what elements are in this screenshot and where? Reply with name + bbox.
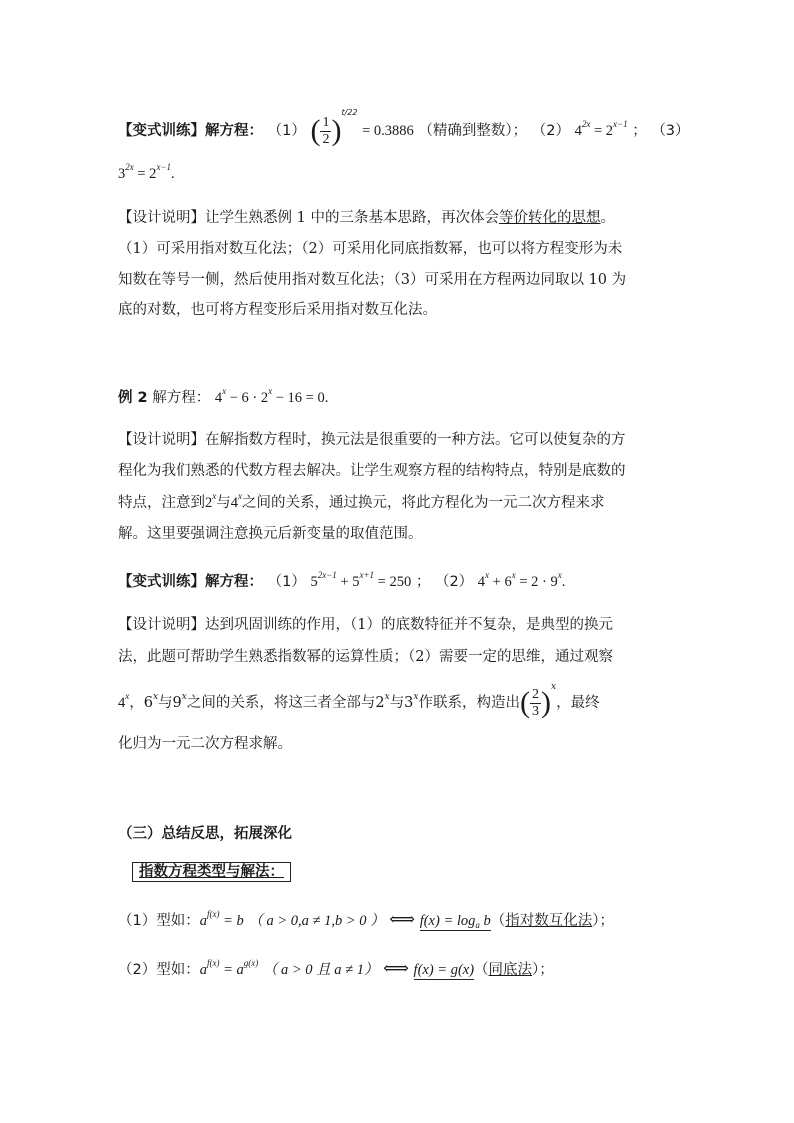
design-note-2-line-3: 特点，注意到2$^x$与4$^x$之间的关系，通过换元，将此方程化为一元二次方程来求 [118, 491, 605, 511]
eq3-line [118, 162, 678, 183]
type-1-lhs: $a^{f(x)} = b$ [199, 909, 244, 929]
item-2-label: （2） [531, 123, 570, 139]
type-2-result: f(x) = g(x) [413, 962, 475, 978]
sep-2: ； [632, 123, 647, 139]
underlined-phrase: 等价转化的思想 [498, 210, 601, 226]
type-1-result: $f(x) = \log_a b$ [419, 913, 491, 930]
example-2-line: 例 2 解方程： $4^x - 6 \cdot 2^x - 16 = 0$. [118, 386, 329, 406]
design-note-2-line-1: 【设计说明】在解指数方程时，换元法是很重要的一种方法。它可以使复杂的方 [118, 432, 626, 448]
design-note-1-line-3: 知数在等号一侧，然后使用指对数互化法；（3）可采用在方程两边同取以 10 为 [118, 272, 627, 288]
exercise-tag-2: 【变式训练】解方程： [118, 574, 263, 590]
equivalence-arrow-2: ⟺ [383, 958, 409, 978]
design-note-3-line-3: 4$^x$，6$^x$与9$^x$之间的关系，将这三者全部与2$^x$与3$^x$作联系，构造出( $\frac{2}{3}$ )$^x$，最终 [118, 682, 600, 719]
design-note-2-line-2: 程化为我们熟悉的代数方程去解决。让学生观察方程的结构特点，特别是底数的 [118, 463, 626, 479]
section-3-boxed-heading: 指数方程类型与解法： [132, 862, 692, 882]
design-note-3-line-2: 法，此题可帮助学生熟悉指数幂的运算性质；（2）需要一定的思维，通过观察 [118, 649, 613, 665]
eq3: $3^{2x} = 2^{x-1}$. [118, 162, 175, 182]
precision-note: （精确到整数）； [418, 123, 528, 139]
right-paren: ) [331, 114, 342, 147]
exercise-2-eq1: $5^{2x-1} + 5^{x+1} = 250$ [310, 570, 412, 590]
exercise-1-line [118, 108, 690, 148]
item-1-label: （1） [267, 123, 306, 139]
type-2-lhs: $a^{f(x)} = a^{g(x)}$ [199, 958, 259, 978]
fraction-one-half: $\frac{1}{2}$ [322, 114, 330, 147]
exponent-t-over-22: t/22 [341, 108, 358, 117]
item-3-label: （3） [651, 123, 690, 139]
design-note-1-line-1: 【设计说明】让学生熟悉例 1 中的三条基本思路，再次体会等价转化的思想。 [118, 210, 615, 226]
design-note-3-line-1: 【设计说明】达到巩固训练的作用，（1）的底数特征并不复杂，是典型的换元 [118, 617, 613, 633]
design-note-1-line-4: 底的对数，也可将方程变形后采用指对数互化法。 [118, 302, 437, 318]
design-note-3-line-4: 化归为一元二次方程求解。 [118, 736, 292, 752]
design-note-2-line-4: 解。这里要强调注意换元后新变量的取值范围。 [118, 526, 423, 542]
method-2: 同底法 [488, 962, 533, 978]
example-2-label: 例 2 [118, 390, 148, 406]
exercise-2-eq2: $4^x + 6^x = 2 \cdot 9^x$. [477, 570, 566, 590]
left-paren-2: ( [520, 686, 530, 719]
eq1-rest: = 0.3886 [362, 123, 414, 139]
exercise-tag: 【变式训练】解方程： [118, 123, 263, 139]
exercise-2-line: 【变式训练】解方程： （1） $5^{2x-1} + 5^{x+1} = 250$ ； （2） $4^x + 6^x = 2 \cdot 9^x$. [118, 570, 566, 590]
example-2-equation: $4^x - 6 \cdot 2^x - 16 = 0$. [214, 386, 329, 406]
type-1-line: （1）型如：$a^{f(x)} = b$ （ a > 0,a ≠ 1,b > 0 ） ⟺ $f(x) = \log_a b$（指对数互化法）； [118, 909, 615, 930]
fraction-two-thirds: $\frac{2}{3}$ [532, 686, 539, 719]
eq2: $4^{2x} = 2^{x-1}$ [574, 119, 628, 139]
section-3-title: （三）总结反思，拓展深化 [118, 826, 292, 842]
method-1: 指对数互化法 [505, 913, 593, 929]
type-2-line: （2）型如：$a^{f(x)} = a^{g(x)}$ （ a > 0 且 a ≠ 1） ⟺ f(x) = g(x)（同底法）； [118, 958, 554, 978]
equivalence-arrow: ⟺ [389, 909, 416, 929]
left-paren: ( [310, 114, 321, 147]
design-note-1-line-2: （1）可采用指对数互化法；（2）可采用化同底指数幂，也可以将方程变形为未 [118, 241, 623, 257]
right-paren-2: ) [541, 686, 551, 719]
